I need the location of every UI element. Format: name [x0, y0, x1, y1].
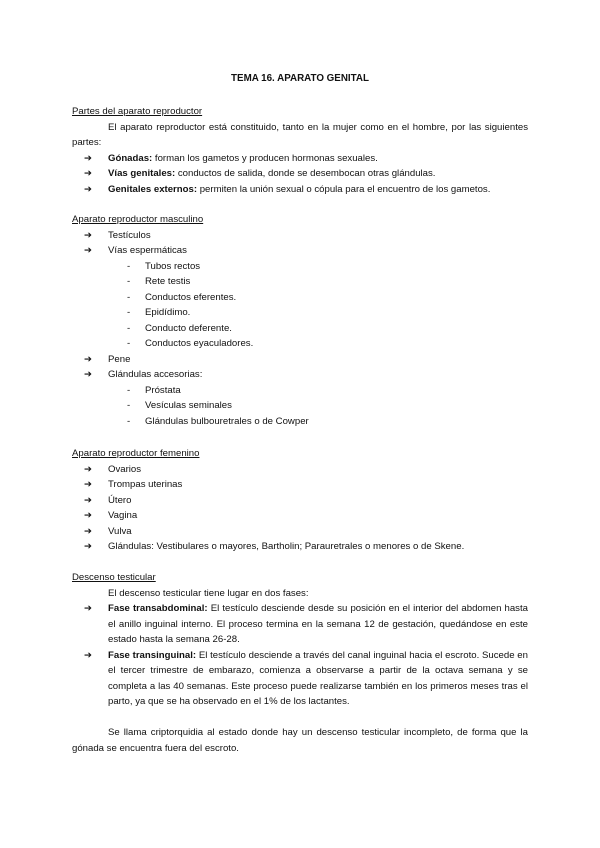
dash-bullet: - [127, 415, 131, 427]
section-heading: Partes del aparato reproductor [72, 106, 203, 117]
item-term: Gónadas: [108, 152, 153, 164]
arrow-icon: ➔ [84, 479, 93, 490]
list-item [72, 462, 528, 478]
item-term: Fase transinguinal: [108, 649, 197, 661]
dash-bullet: - [127, 384, 131, 396]
sub-list-item [72, 290, 528, 306]
arrow-icon: ➔ [84, 183, 93, 195]
arrow-icon: ➔ [84, 494, 93, 506]
arrow-icon: ➔ [84, 510, 93, 521]
sub-list-item [72, 383, 528, 399]
item-text: Conducto deferente. [145, 322, 232, 334]
item-text: Útero [108, 494, 132, 506]
sub-list-item [72, 414, 528, 430]
sub-list-item [72, 259, 528, 275]
sub-list-item [72, 398, 528, 414]
arrow-icon: ➔ [84, 229, 93, 241]
list-item: ➔ Testículos [72, 228, 528, 244]
list-item [72, 151, 528, 167]
item-text: Rete testis [145, 276, 191, 287]
dash-bullet: - [127, 400, 131, 411]
arrow-icon: ➔ [84, 152, 93, 164]
item-text: Ovarios [108, 463, 142, 475]
arrow-icon: ➔ [84, 168, 93, 179]
sub-list-item [72, 305, 528, 321]
sub-list-item [72, 321, 528, 337]
list-item [72, 539, 528, 555]
arrow-icon: ➔ [84, 603, 93, 614]
paragraph: El aparato reproductor está constituido, tanto en la mujer como en el hombre, por las siguientes partes: [72, 121, 528, 148]
item-text: Conductos eferentes. [145, 291, 237, 303]
list-item: ➔ Pene [72, 352, 528, 368]
item-term: Vías genitales: [108, 168, 176, 179]
list-item [72, 508, 528, 524]
dash-bullet: - [127, 322, 131, 334]
item-text: Vulva [108, 525, 132, 537]
paragraph: El descenso testicular tiene lugar en dos fases: [108, 587, 309, 599]
arrow-icon: ➔ [84, 541, 93, 552]
item-text: Glándulas: Vestibulares o mayores, Bartholin; Parauretrales o menores o de Skene. [108, 541, 465, 552]
item-text: Conductos eyaculadores. [145, 338, 254, 349]
arrow-icon: ➔ [84, 353, 93, 365]
arrow-icon: ➔ [84, 649, 93, 661]
item-text: Glándulas bulbouretrales o de Cowper [145, 415, 309, 427]
dash-bullet: - [127, 260, 131, 272]
sub-list-item [72, 274, 528, 290]
item-text: Tubos rectos [145, 260, 201, 272]
item-term: Fase transabdominal: [108, 603, 208, 614]
arrow-icon: ➔ [84, 245, 93, 256]
section-heading: Descenso testicular [72, 572, 156, 583]
item-term: Genitales externos: [108, 183, 198, 195]
item-text: Epidídimo. [145, 307, 191, 318]
paragraph: Se llama criptorquidia al estado donde hay un descenso testicular incompleto, de forma que la gónada se encuentra fuera del escroto. [72, 727, 528, 754]
list-item [72, 524, 528, 540]
arrow-icon: ➔ [84, 463, 93, 475]
item-text: El testículo desciende a través del canal inguinal hacia el escroto. Sucede en el tercer trimestre de embarazo, comienza a observarse a partir de la octava semana y se completa a las 40 semanas. Este proceso puede realizarse también en los primeros meses tras el parto, ya que se ha observado en el 1% de los lactantes. [108, 649, 528, 707]
section-partes [72, 104, 528, 197]
list-item [72, 601, 528, 648]
list-item [72, 477, 528, 493]
dash-bullet: - [127, 307, 131, 318]
list-item [72, 166, 528, 182]
dash-bullet: - [127, 276, 131, 287]
item-text: permiten la unión sexual o cópula para el encuentro de los gametos. [197, 183, 491, 195]
section-femenino [72, 446, 528, 555]
item-text: Vagina [108, 510, 138, 521]
dash-bullet: - [127, 291, 131, 303]
item-text: Vesículas seminales [145, 400, 232, 411]
item-text: conductos de salida, donde se desembocan otras glándulas. [175, 168, 436, 179]
item-text: El testículo desciende desde su posición en el interior del abdomen hasta el anillo inguinal interno. El proceso termina en la semana 12 de gestación, quedándose en este estado hasta la semana 26-28. [108, 603, 528, 645]
list-item [72, 493, 528, 509]
section-heading: Aparato reproductor masculino [72, 214, 204, 225]
sub-list-item [72, 336, 528, 352]
arrow-icon: ➔ [84, 369, 93, 380]
item-text: forman los gametos y producen hormonas sexuales. [152, 152, 378, 164]
item-text: Trompas uterinas [108, 479, 183, 490]
list-item: ➔ Glándulas accesorias: [72, 367, 528, 383]
section-descenso [72, 570, 528, 756]
list-item: ➔ Vías espermáticas [72, 243, 528, 259]
list-item [72, 648, 528, 710]
section-masculino [72, 212, 528, 429]
section-heading: Aparato reproductor femenino [72, 448, 200, 459]
dash-bullet: - [127, 338, 131, 349]
list-item [72, 182, 528, 198]
arrow-icon: ➔ [84, 525, 93, 537]
page-title: TEMA 16. APARATO GENITAL [231, 73, 369, 84]
item-text: Próstata [145, 384, 181, 396]
